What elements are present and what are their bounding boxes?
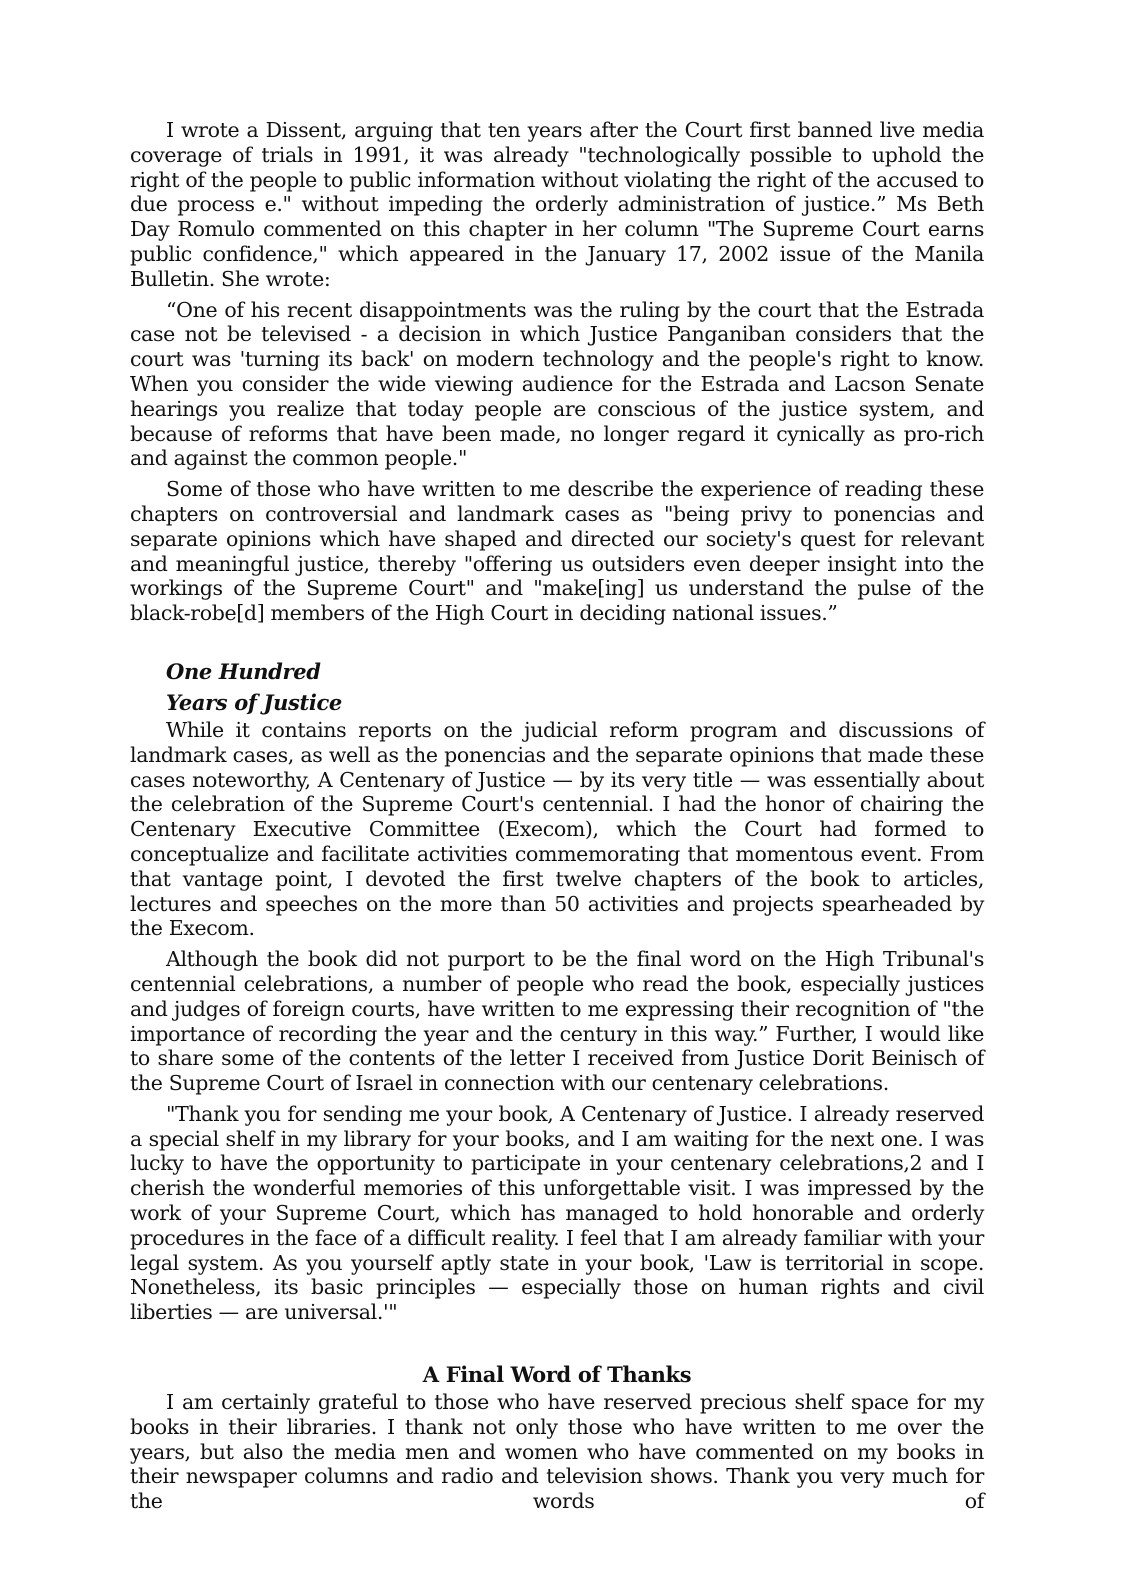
body-paragraph: While it contains reports on the judicial reform program and discussions of landmark cases, as well as the ponencias and the separate opinions that made these cases noteworthy, A Centenary of Justice — by its very title — was essentially about the celebration of the Supreme Court's centennial. I had the honor of chairing the Centenary Executive Committee (Execom), which the Court had formed to conceptualize and facilitate activities commemorating that momentous event. From that vantage point, I devoted the first twelve chapters of the book to articles, lectures and speeches on the more than 50 activities and projects spearheaded by the Execom. — [130, 717, 984, 941]
body-paragraph: Although the book did not purport to be the final word on the High Tribunal's centennial celebrations, a number of people who read the book, especially justices and judges of foreign courts, have written to me expressing their recognition of "the importance of recording the year and the century in this way.” Further, I would like to share some of the contents of the letter I received from Justice Dorit Beinisch of the Supreme Court of Israel in connection with our centenary celebrations. — [130, 947, 984, 1096]
quote-paragraph: “One of his recent disappointments was the ruling by the court that the Estrada case not be televised - a decision in which Justice Panganiban considers that the court was 'turning its back' on modern technology and the people's right to know. When you consider the wide viewing audience for the Estrada and Lacson Senate hearings you realize that today people are conscious of the justice system, and because of reforms that have been made, no longer regard it cynically as pro-rich and against the common people." — [130, 297, 984, 471]
document-page — [130, 118, 984, 1520]
body-paragraph: I wrote a Dissent, arguing that ten years after the Court first banned live media coverage of trials in 1991, it was already "technologically possible to uphold the right of the people to public information without violating the right of the accused to due process e." without impeding the orderly administration of justice.” Ms Beth Day Romulo commented on this chapter in her column "The Supreme Court earns public confidence," which appeared in the January 17, 2002 issue of the Manila Bulletin. She wrote: — [130, 118, 984, 291]
body-paragraph: I am certainly grateful to those who have reserved precious shelf space for my books in their libraries. I thank not only those who have written to me over the years, but also the media men and women who have commented on my books in their newspaper columns and radio and television shows. Thank you very much for the words of — [130, 1390, 984, 1514]
body-paragraph: Some of those who have written to me describe the experience of reading these chapters on controversial and landmark cases as "being privy to ponencias and separate opinions which have shaped and directed our society's quest for relevant and meaningful justice, thereby "offering us outsiders even deeper insight into the workings of the Supreme Court" and "make[ing] us understand the pulse of the black-robe[d] members of the High Court in deciding national issues.” — [130, 477, 984, 626]
subheading-line-1: One Hundred — [166, 658, 321, 684]
subheading-line-2: Years of Justice — [166, 689, 342, 715]
section-title: A Final Word of Thanks — [422, 1362, 692, 1388]
quote-paragraph: "Thank you for sending me your book, A Centenary of Justice. I already reserved a special shelf in my library for your books, and I am waiting for the next one. I was lucky to have the opportunity to participate in your centenary celebrations,2 and I cherish the wonderful memories of this unforgettable visit. I was impressed by the work of your Supreme Court, which has managed to hold honorable and orderly procedures in the face of a difficult reality. I feel that I am already familiar with your legal system. As you yourself aptly state in your book, 'Law is territorial in scope. Nonetheless, its basic principles — especially those on human rights and civil liberties — are universal.'" — [130, 1101, 984, 1325]
